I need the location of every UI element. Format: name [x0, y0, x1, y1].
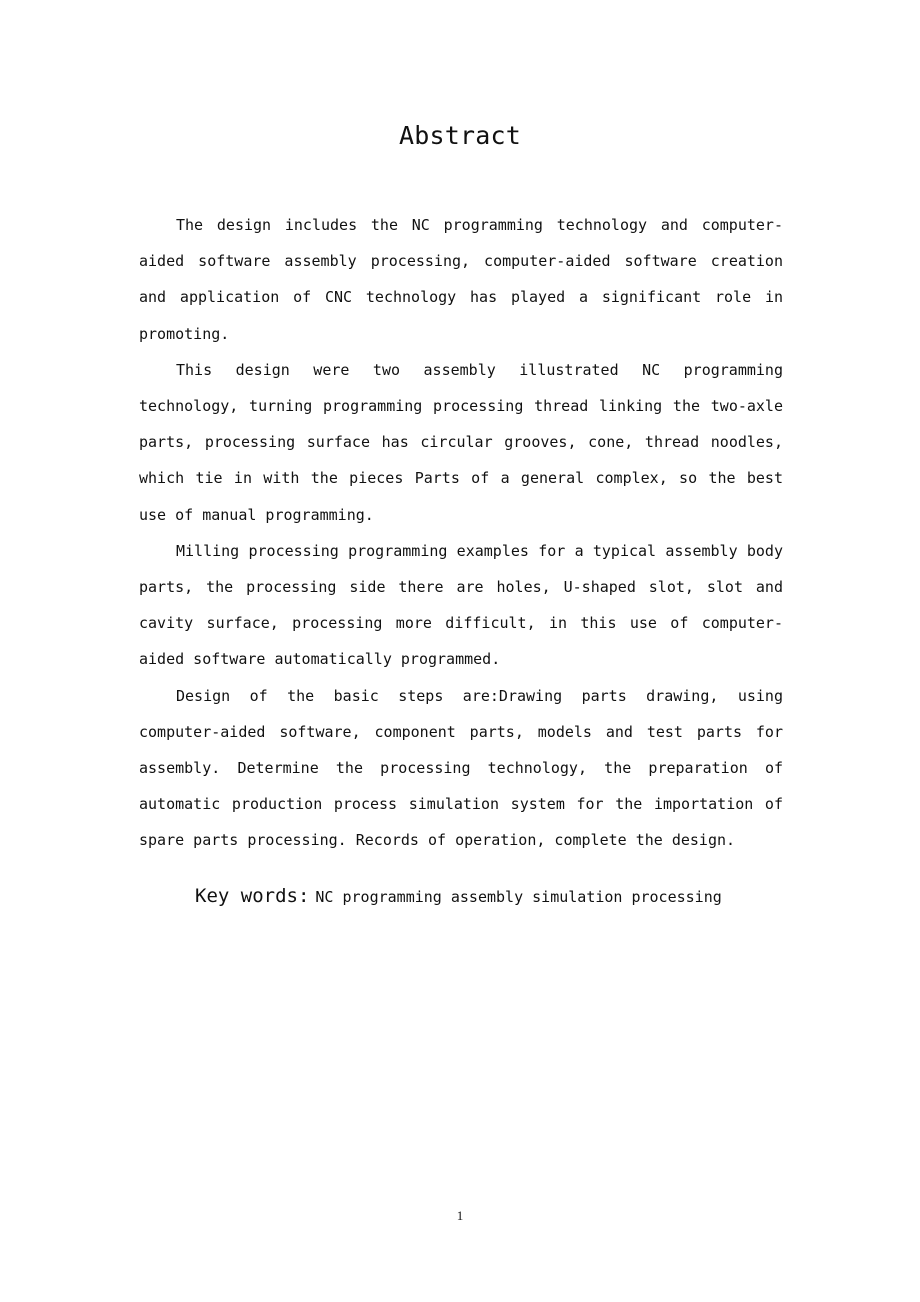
page-number: 1	[456, 1208, 464, 1223]
keywords-value: NC programming assembly simulation processing	[315, 888, 722, 906]
keywords-label: Key words:	[195, 885, 310, 907]
abstract-body	[139, 207, 783, 859]
abstract-paragraph-1: The design includes the NC programming technology and computer-aided software assembly processing, computer-aided software creation and application of CNC technology has played a significant role in promoting.	[139, 216, 783, 343]
page-title: Abstract	[398, 121, 521, 150]
abstract-paragraph-4: Design of the basic steps are:Drawing parts drawing, using computer-aided software, component parts, models and test parts for assembly. Determine the processing technology, the preparation of automatic production process simulation system for the importation of spare parts processing. Records of operation, complete the design.	[139, 686, 783, 850]
abstract-paragraph-2: This design were two assembly illustrated NC programming technology, turning programming processing thread linking the two-axle parts, processing surface has circular grooves, cone, thread noodles, which tie in with the pieces Parts of a general complex, so the best use of manual programming.	[139, 360, 783, 524]
keywords-line	[195, 880, 815, 913]
abstract-paragraph-3: Milling processing programming examples for a typical assembly body parts, the processing side there are holes, U-shaped slot, slot and cavity surface, processing more difficult, in this use of computer-aided software automatically programmed.	[139, 541, 783, 669]
